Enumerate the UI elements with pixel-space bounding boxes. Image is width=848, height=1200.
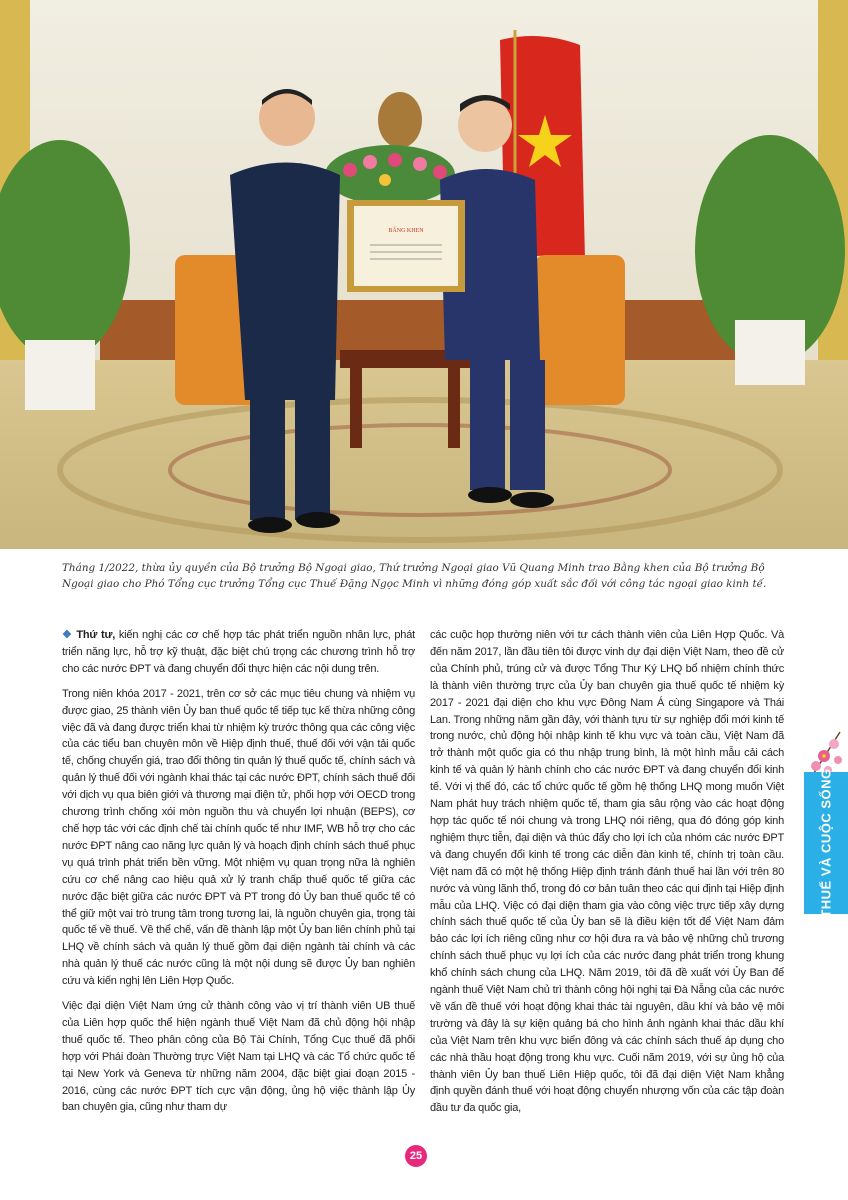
section-tab-label: THUẾ VÀ CUỘC SỐNG — [818, 768, 834, 918]
paragraph — [62, 627, 415, 678]
paragraph: Việc đại diện Việt Nam ứng cử thành công vào vị trí thành viên UB thuế của Liên hợp quốc thể hiện ngành thuế Việt Nam đã chủ động hội nhập thuế quốc tế. Theo phân công của Bộ Tài Chính, Tổng Cục thuế đã phối hợp với Phái đoàn Thường trực Việt Nam tại LHQ và các Tổ chức quốc tế tại New York và Geneva từ những năm 2004, đặc biệt giai đoạn 2015 - 2016, cùng các nước ĐPT tích cực vận động, ủng hộ việc thành lập Ủy ban chuyên gia, cũng như tham dự — [62, 1000, 415, 1114]
article-column-right — [430, 627, 784, 1125]
paragraph: Trong niên khóa 2017 - 2021, trên cơ sở các mục tiêu chung và nhiệm vụ được giao, 25 thành viên Ủy ban thuế quốc tế tiếp tục kế thừa những công việc đã và đang được triển khai từ nhiệm kỳ trước thông qua các công việc của các tiểu ban chuyên môn về Hiệp định thuế, thuế đối với vận tải quốc tế, chống chuyển giá, trao đổi thông tin quản lý thuế quốc tế, chính sách và quản lý thuế đối với ngành khai thác tại các nước ĐPT, chính sách thuế đối với dịch vụ qua biên giới và thương mại điện tử, phối hợp với OECD trong chương trình chống xói mòn nguồn thu và chuyển lợi nhuận (BEPS), cơ chế hợp tác với các định chế tài chính quốc tế như IMF, WB hỗ trợ cho các nước ĐPT nâng cao năng lực quản lý và hoạch định chính sách thuế phục vụ quá trình phát triển bền vững. Một nhiệm vụ quan trọng nữa là nghiên cứu cơ chế nâng cao hiệu quả xử lý tranh chấp thuế quốc tế giữa các nước đặc biệt giữa các nước ĐPT và PT trong đó Ủy ban thuế quốc tế có thể giữ một vai trò trung tâm trong tương lai, là nguồn chuyên gia, trọng tài quốc tế về thuế. Về thể chế, vấn đề thành lập một Ủy ban liên chính phủ tại LHQ về chính sách và quản lý thuế gồm đại diện ngành tài chính và các nhà quản lý thuế các nước cũng là một nội dung sẽ được Ủy ban nghiên cứu và kiến nghị lên Liên Hợp Quốc. — [62, 687, 415, 988]
paragraph-text: kiến nghị các cơ chế hợp tác phát triển nguồn nhân lực, phát triển năng lực, hỗ trợ kỹ thuật, đặc biệt chú trọng các chương trình hỗ trợ cho các nước ĐPT và đang chuyển đổi thực hiện các nội dung trên. — [62, 629, 415, 675]
page-number: 25 — [405, 1145, 427, 1167]
photo-ceremony-image — [0, 0, 848, 549]
article-column-left — [62, 627, 415, 1124]
section-tab-band — [804, 768, 848, 918]
ceremony-photo — [0, 0, 848, 549]
photo-caption: Tháng 1/2022, thừa ủy quyền của Bộ trưởng Bộ Ngoại giao, Thứ trưởng Ngoại giao Vũ Quang Minh trao Bằng khen của Bộ trưởng Bộ Ngoại giao cho Phó Tổng cục trưởng Tổng cục Thuế Đặng Ngọc Minh vì những đóng góp xuất sắc đối với công tác ngoại giao kinh tế. — [62, 562, 767, 590]
section-side-tab — [804, 726, 848, 918]
certificate-title: BẰNG KHEN — [388, 228, 424, 234]
paragraph: các cuộc họp thường niên với tư cách thành viên của Liên Hợp Quốc. Và đến năm 2017, lần đầu tiên tôi được vinh dự đại diện Việt Nam, theo đề cử của Chính phủ, trúng cử và được Tổng Thư Ký LHQ bổ nhiệm chính thức là thành viên thường trực của Ủy ban chuyên gia thuế quốc tế nhiệm kỳ 2017 - 2021 đại diện cho khu vực Đông Nam Á cùng Singapore và Thái Lan. Trong những năm gần đây, với thành tựu từ sự nghiệp đổi mới kinh tế trong nước, chủ động hội nhập kinh tế khu vực và toàn cầu, Việt Nam đã trở thành một quốc gia có thu nhập trung bình, là một hình mẫu cải cách kinh tế và quản lý hành chính cho các nước ĐPT và đang chuyển đổi kinh tế. Với vị thế đó, các tổ chức quốc tế gồm hệ thống LHQ mong muốn Việt Nam phát huy trách nhiệm quốc tế, tham gia sâu rộng vào các hoạt động hợp tác quốc tế nói chung và trong LHQ nói riêng, qua đó đóng góp kinh nghiệm thực tiễn, đại diện và thúc đẩy cho lợi ích của nhóm các nước ĐPT và đang chuyển đổi kinh tế trong các diễn đàn kinh tế, chính trị toàn cầu. Việt nam đã có một hệ thống Hiệp định tránh đánh thuế hai lần với trên 80 nước và vùng lãnh thổ, trong đó cơ bản tuân theo các qui định tại Hiệp định mẫu của LHQ. Việc có đại diện tham gia vào công việc trực tiếp xây dựng chính sách thuế quốc tế của Ủy ban sẽ là điều kiện tốt để Việt Nam đảm bảo các lợi ích riêng cũng như cơ hội đưa ra và bảo vệ những chủ trương chính sách thuế phục vụ lợi ích của các nước đang phát triển trong khung khổ chính sách chung của LHQ. Năm 2019, tôi đã đề xuất với Ủy Ban để ngành thuế Việt Nam chủ trì thành công hội nghị tại Đà Nẵng của các nước về vấn đề thuế với hoạt động khai thác tài nguyên, dầu khí và bảo vệ môi trường và đây là sự kiện quảng bá cho hình ảnh ngành khai thác dầu khí của Việt Nam trên khu vực biển đông và các chính sách thuế áp dụng cho các nhà thầu hoạt động trong khu vực. Cuối năm 2019, với sự ủng hộ của thành viên Ủy ban thuế Liên Hiệp quốc, tôi đã đại diện Việt Nam khẳng định quyền đánh thuế với hoạt động chuyển nhượng vốn của các tập đoàn đầu tư đa quốc gia, — [430, 629, 784, 1115]
bullet-icon: ❖ — [62, 629, 73, 641]
lead-phrase: Thứ tư, — [76, 629, 116, 641]
